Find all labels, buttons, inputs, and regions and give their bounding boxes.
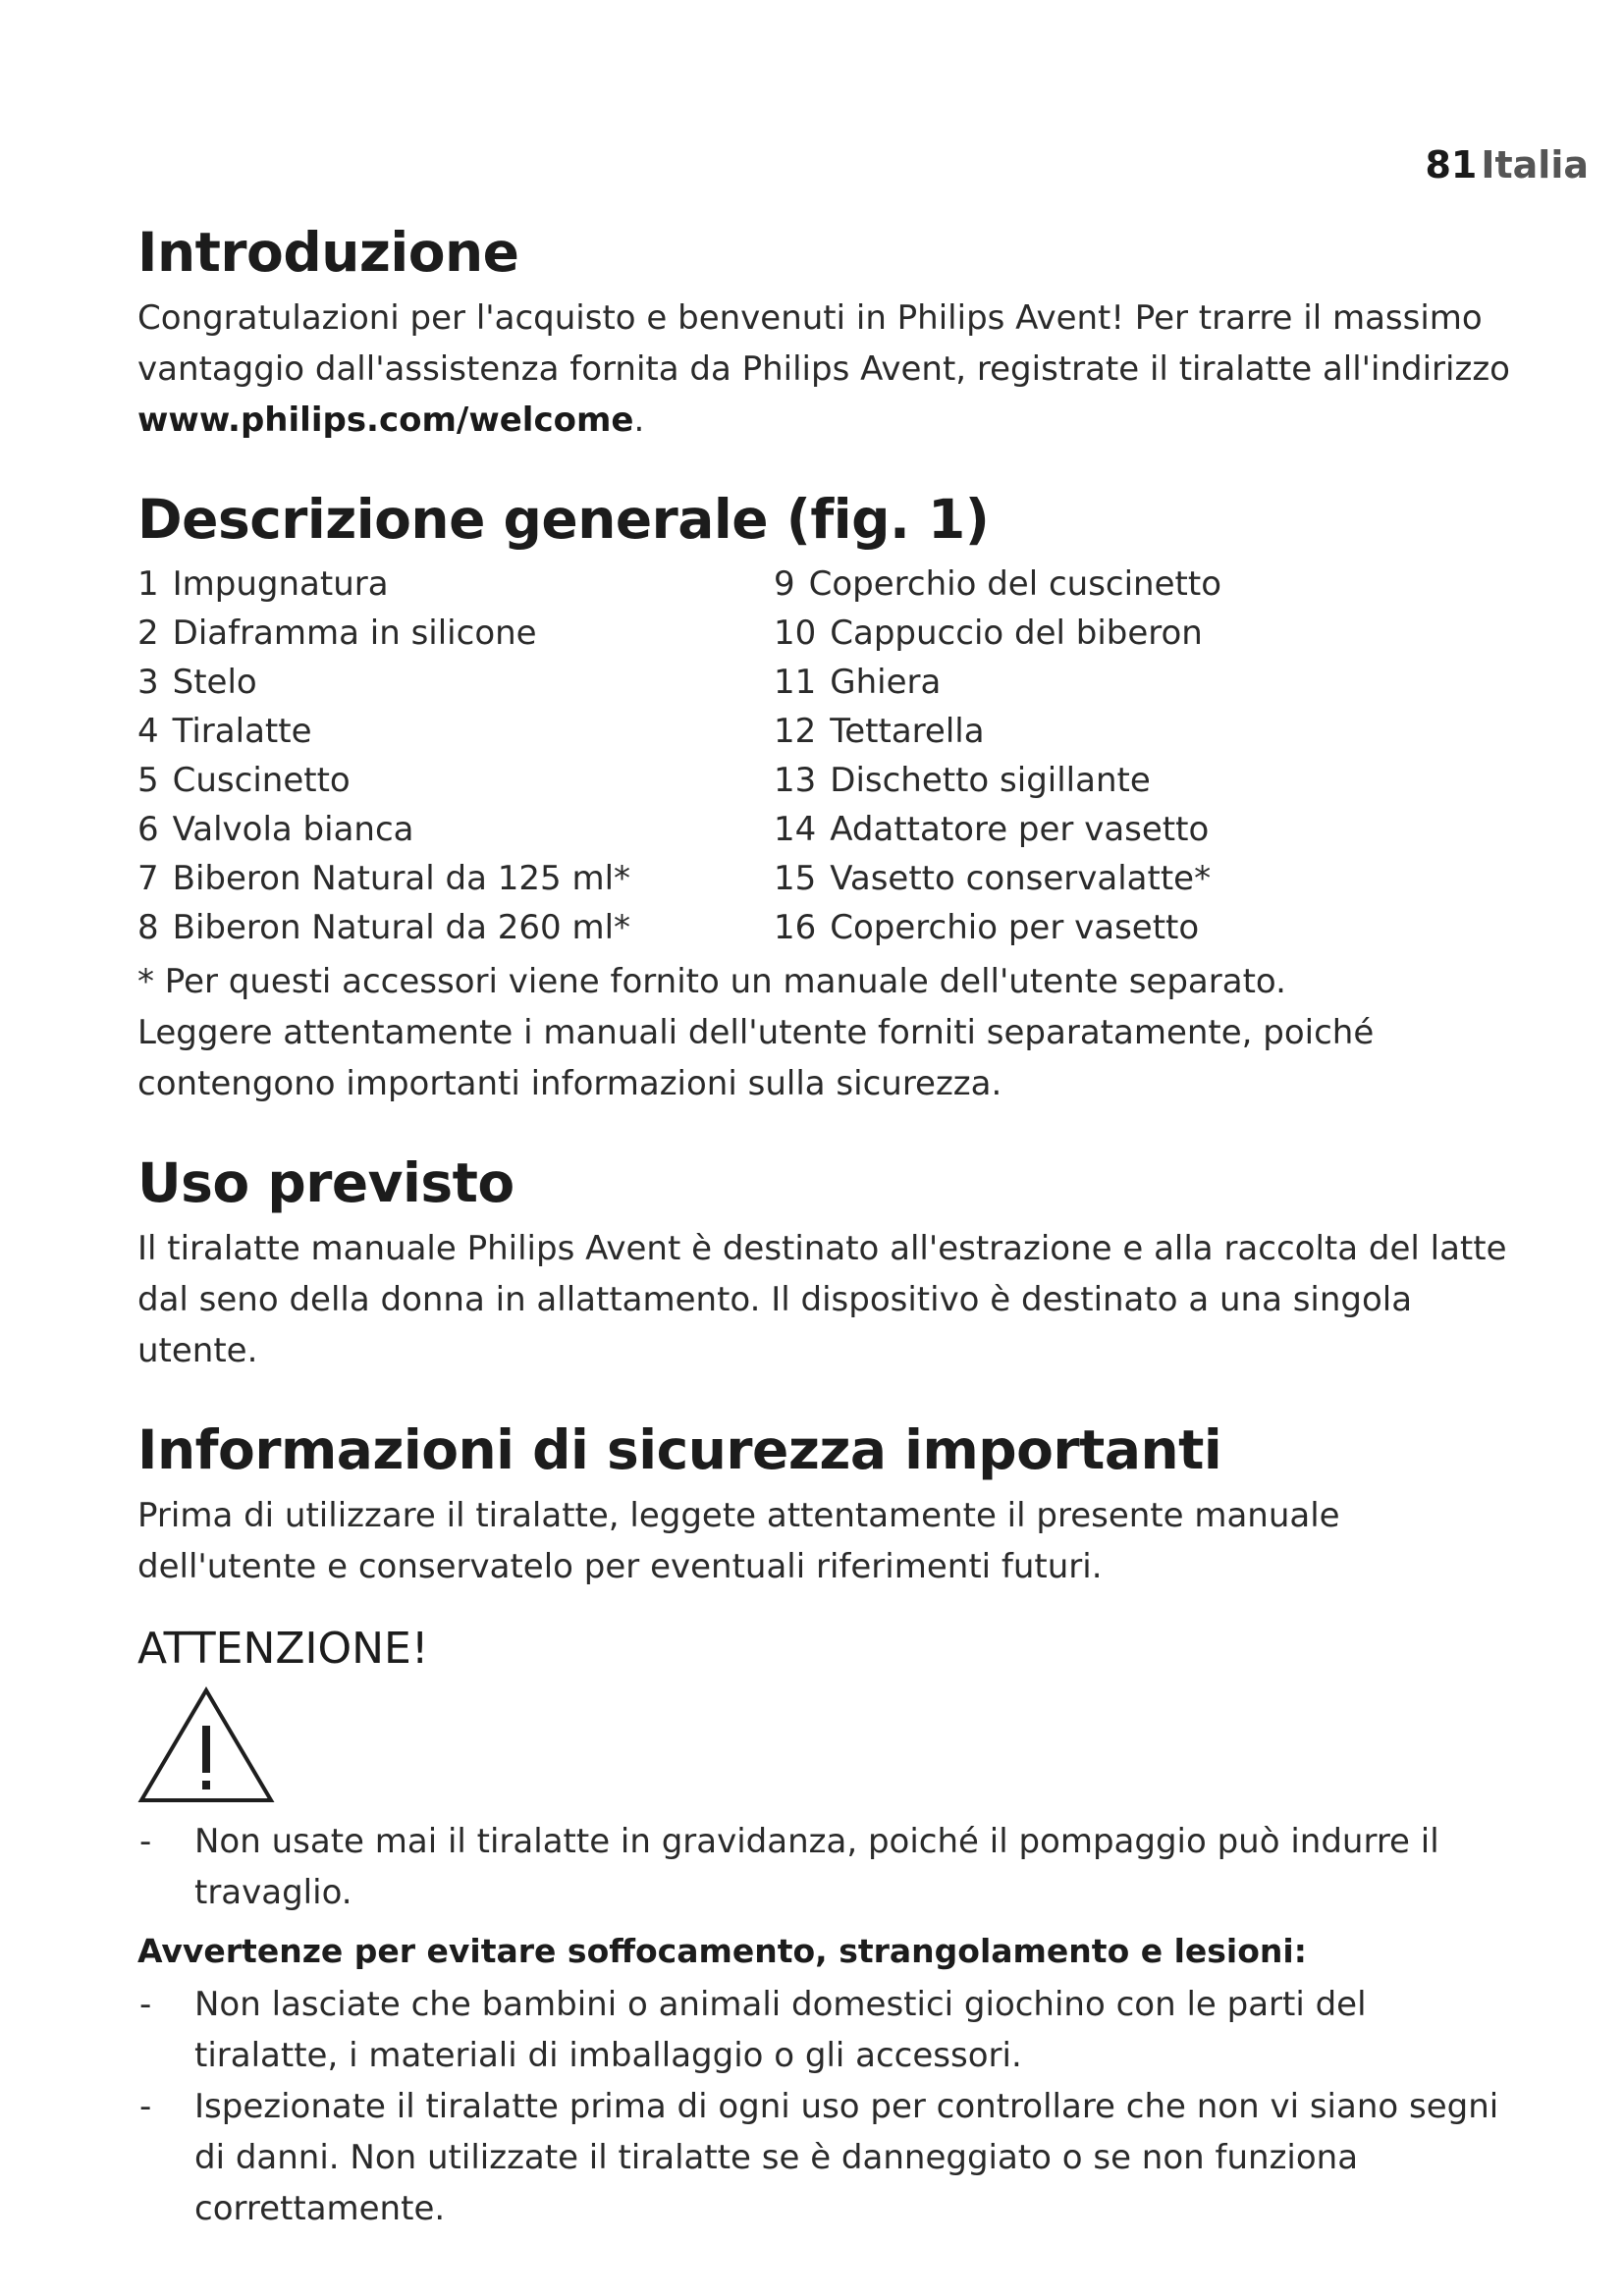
part-item	[774, 903, 1512, 952]
part-item	[137, 609, 774, 658]
part-item	[137, 707, 774, 756]
part-item	[774, 756, 1512, 805]
part-number: 6	[137, 810, 159, 849]
part-label: Coperchio del cuscinetto	[808, 564, 1221, 604]
choking-warning-subheading: Avvertenze per evitare soffocamento, strangolamento e lesioni:	[137, 1932, 1307, 1970]
part-item	[137, 560, 774, 609]
page-content	[137, 218, 1512, 2234]
part-number: 5	[137, 761, 159, 800]
part-label: Cuscinetto	[172, 761, 351, 800]
part-label: Diaframma in silicone	[172, 614, 537, 653]
part-number: 3	[137, 663, 159, 702]
page-header	[1425, 143, 1589, 187]
part-number: 16	[774, 908, 817, 947]
part-item	[774, 560, 1512, 609]
safety-text: Prima di utilizzare il tiralatte, leggete attentamente il presente manuale dell'utente e conservatelo per eventuali riferimenti futuri.	[137, 1496, 1340, 1586]
part-label: Biberon Natural da 125 ml*	[172, 859, 631, 898]
overview-section	[137, 485, 1512, 1109]
part-label: Tettarella	[830, 712, 985, 751]
part-label: Ghiera	[830, 663, 942, 702]
part-label: Cappuccio del biberon	[830, 614, 1203, 653]
intro-section	[137, 218, 1512, 446]
part-item	[137, 805, 774, 854]
part-label: Adattatore per vasetto	[830, 810, 1210, 849]
part-item	[774, 609, 1512, 658]
part-label: Stelo	[172, 663, 257, 702]
overview-title: Descrizione generale (fig. 1)	[137, 488, 990, 551]
welcome-link[interactable]: www.philips.com/welcome	[137, 400, 634, 440]
part-item	[774, 805, 1512, 854]
page-section-label: Italia	[1481, 143, 1589, 187]
part-item	[137, 854, 774, 903]
part-label: Dischetto sigillante	[830, 761, 1151, 800]
warning-list	[137, 1816, 1512, 1918]
part-number: 14	[774, 810, 817, 849]
part-item	[137, 756, 774, 805]
part-number: 10	[774, 614, 817, 653]
part-number: 12	[774, 712, 817, 751]
intro-link-suffix: .	[633, 400, 645, 440]
part-number: 8	[137, 908, 159, 947]
warning-item: - Non lasciate che bambini o animali domestici giochino con le parti del tiralatte, i materiali di imballaggio o gli accessori.	[137, 1979, 1512, 2081]
part-item	[774, 658, 1512, 707]
parts-list	[137, 560, 1512, 952]
part-number: 7	[137, 859, 159, 898]
part-label: Valvola bianca	[172, 810, 414, 849]
warning-title: ATTENZIONE!	[137, 1624, 429, 1674]
part-label: Coperchio per vasetto	[830, 908, 1200, 947]
part-number: 11	[774, 663, 817, 702]
part-label: Impugnatura	[172, 564, 389, 604]
part-label: Tiralatte	[172, 712, 312, 751]
part-number: 15	[774, 859, 817, 898]
intro-text	[137, 293, 1512, 446]
intro-paragraph: Congratulazioni per l'acquisto e benvenuti in Philips Avent! Per trarre il massimo vantaggio dall'assistenza fornita da Philips Avent, registrate il tiralatte all'indirizzo	[137, 298, 1510, 389]
part-number: 13	[774, 761, 817, 800]
accessories-footnote: * Per questi accessori viene fornito un manuale dell'utente separato.	[137, 962, 1286, 1001]
manuals-note: Leggere attentamente i manuali dell'utente forniti separatamente, poiché contengono importanti informazioni sulla sicurezza.	[137, 1013, 1375, 1103]
intro-title: Introduzione	[137, 221, 519, 284]
part-item	[774, 854, 1512, 903]
intended-use-title: Uso previsto	[137, 1151, 514, 1214]
intended-use-text: Il tiralatte manuale Philips Avent è destinato all'estrazione e alla raccolta del latte dal seno della donna in allattamento. Il dispositivo è destinato a una singola utente.	[137, 1229, 1507, 1370]
part-label: Vasetto conservalatte*	[830, 859, 1212, 898]
part-item	[774, 707, 1512, 756]
intended-use-section	[137, 1148, 1512, 1376]
warning-item: - Non usate mai il tiralatte in gravidanza, poiché il pompaggio può indurre il travaglio.	[137, 1816, 1512, 1918]
part-label: Biberon Natural da 260 ml*	[172, 908, 631, 947]
safety-section	[137, 1415, 1512, 2234]
part-number: 1	[137, 564, 159, 604]
choking-warning-list	[137, 1979, 1512, 2234]
part-number: 4	[137, 712, 159, 751]
warning-item: - Ispezionate il tiralatte prima di ogni uso per controllare che non vi siano segni di danni. Non utilizzate il tiralatte se è danneggiato o se non funziona correttamente.	[137, 2081, 1512, 2234]
safety-title: Informazioni di sicurezza importanti	[137, 1418, 1222, 1481]
page-number: 81	[1425, 143, 1478, 187]
part-number: 9	[774, 564, 795, 604]
part-number: 2	[137, 614, 159, 653]
part-item	[137, 658, 774, 707]
part-item	[137, 903, 774, 952]
warning-triangle-icon	[137, 1684, 275, 1806]
